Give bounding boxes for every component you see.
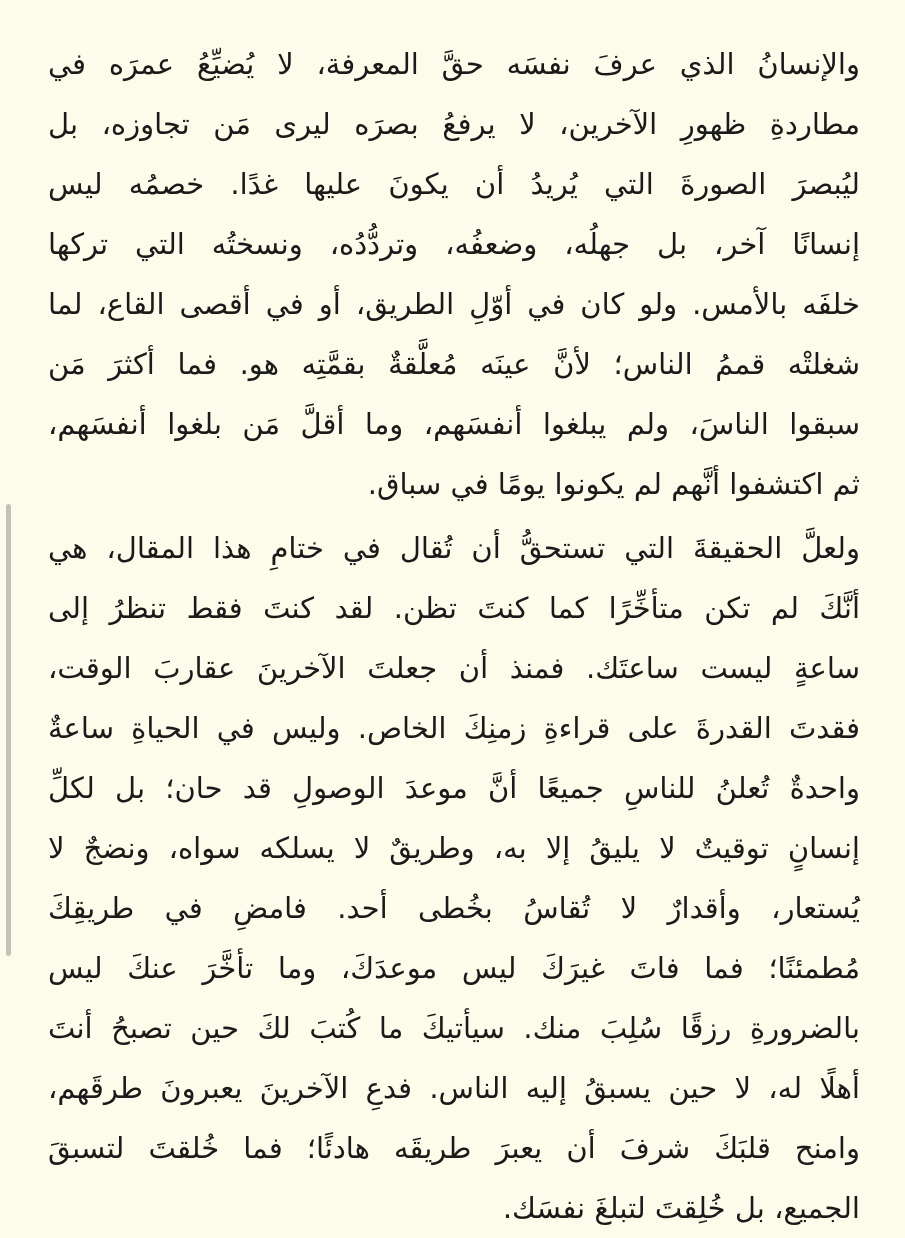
text-line: بالضرورةِ رزقًا سُلِبَ منك. سيأتيكَ ما كُتبَ لكَ حين تصبحُ أنتَ (48, 1011, 860, 1045)
text-line: ثم اكتشفوا أنَّهم لم يكونوا يومًا في سباق. (367, 467, 860, 501)
text-line: الجميع، بل خُلِقتَ لتبلغَ نفسَك. (502, 1191, 860, 1225)
text-line: فقدتَ القدرةَ على قراءةِ زمنِكَ الخاص. وليس في الحياةِ ساعةٌ (48, 711, 860, 745)
text-line: ولعلَّ الحقيقةَ التي تستحقُّ أن تُقال في ختامِ هذا المقال، هي (48, 531, 860, 565)
text-line: ليُبصرَ الصورةَ التي يُريدُ أن يكونَ عليها غدًا. خصمُه ليس (48, 167, 860, 201)
text-line: إنسانٍ توقيتٌ لا يليقُ إلا به، وطريقٌ لا يسلكه سواه، ونضجٌ لا (48, 831, 860, 865)
text-line: سبقوا الناسَ، ولم يبلغوا أنفسَهم، وما أقلَّ مَن بلغوا أنفسَهم، (48, 407, 860, 441)
text-line: أهلًا له، لا حين يسبقُ إليه الناس. فدعِ الآخرينَ يعبرونَ طرقَهم، (48, 1071, 860, 1105)
text-line: مُطمئنًا؛ فما فاتَ غيرَكَ ليس موعدَكَ، وما تأخَّرَ عنكَ ليس (48, 951, 860, 985)
paragraph-2 (48, 518, 860, 1238)
text-line: إنسانًا آخر، بل جهلُه، وضعفُه، وتردُّدُه، ونسختُه التي تركها (48, 227, 860, 261)
text-line: مطاردةِ ظهورِ الآخرين، لا يرفعُ بصرَه ليرى مَن تجاوزه، بل (48, 107, 860, 141)
text-line: وامنح قلبَكَ شرفَ أن يعبرَ طريقَه هادئًا؛ فما خُلقتَ لتسبقَ (48, 1131, 860, 1165)
text-line: شغلتْه قممُ الناس؛ لأنَّ عينَه مُعلَّقةٌ بقمَّتِه هو. فما أكثرَ مَن (48, 347, 860, 381)
scrollbar[interactable] (6, 504, 11, 956)
text-line: ساعةٍ ليست ساعتَك. فمنذ أن جعلتَ الآخرينَ عقاربَ الوقت، (48, 651, 860, 685)
text-line: أنَّكَ لم تكن متأخِّرًا كما كنتَ تظن. لقد كنتَ فقط تنظرُ إلى (48, 591, 860, 625)
text-line: واحدةٌ تُعلنُ للناسِ جميعًا أنَّ موعدَ الوصولِ قد حان؛ بل لكلِّ (48, 771, 860, 805)
text-line: والإنسانُ الذي عرفَ نفسَه حقَّ المعرفة، لا يُضيِّعُ عمرَه في (48, 47, 860, 81)
text-line: خلفَه بالأمس. ولو كان في أوّلِ الطريق، أو في أقصى القاع، لما (48, 287, 860, 321)
text-line: يُستعار، وأقدارٌ لا تُقاسُ بخُطى أحد. فامضِ في طريقِكَ (48, 891, 860, 925)
paragraph-1 (48, 34, 860, 514)
